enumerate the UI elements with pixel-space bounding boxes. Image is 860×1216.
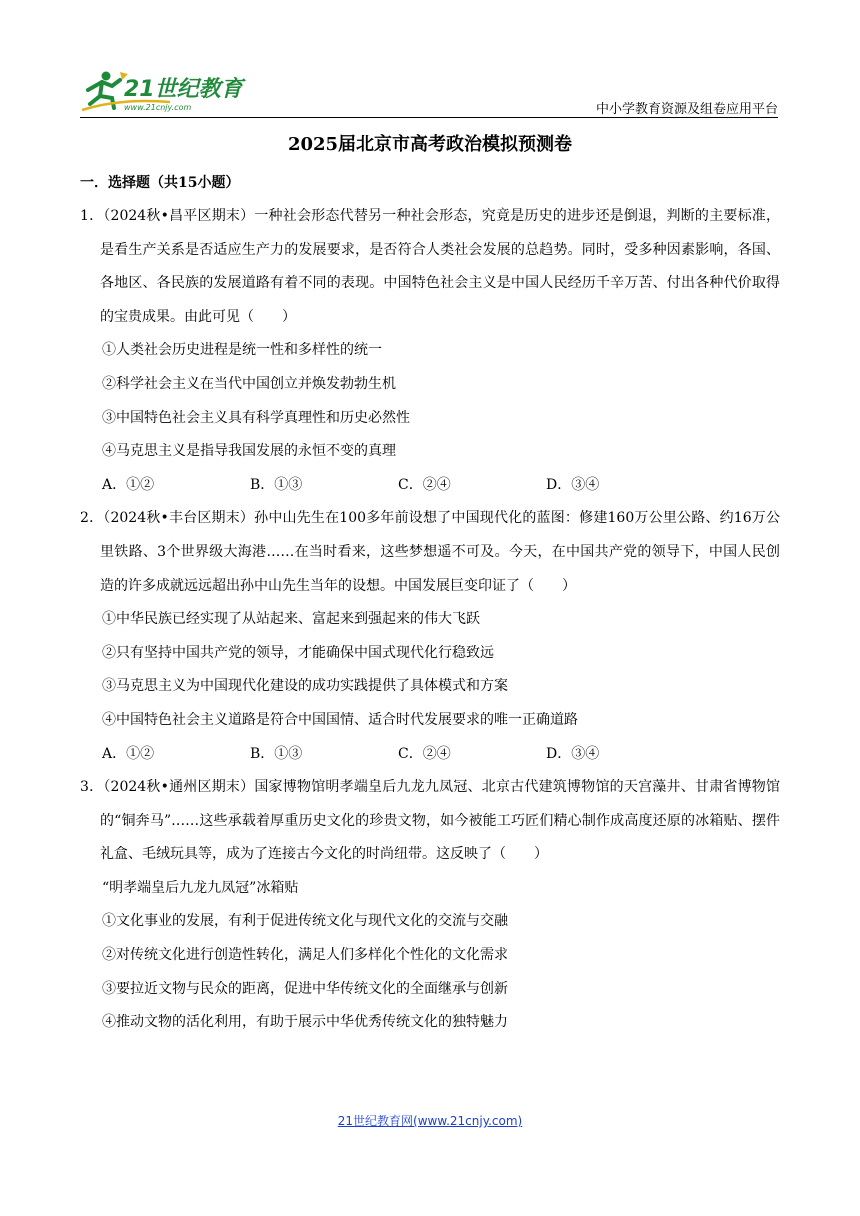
choice-d: D．③④ (546, 476, 600, 493)
choice-b: B．①③ (250, 745, 303, 762)
footer-link[interactable]: 21世纪教育网(www.21cnjy.com) (337, 1114, 523, 1128)
choice-a: A．①② (102, 745, 155, 762)
question-option: ②只有坚持中国共产党的领导，才能确保中国式现代化行稳致远 (102, 644, 494, 661)
platform-name: 中小学教育资源及组卷应用平台 (595, 102, 778, 117)
question-option: ①人类社会历史进程是统一性和多样性的统一 (102, 342, 382, 359)
question-1 (80, 200, 780, 502)
choice-b: B．①③ (250, 476, 303, 493)
section-heading: 一．选择题（共15小题） (80, 175, 240, 191)
question-option: ①中华民族已经实现了从站起来、富起来到强起来的伟大飞跃 (102, 611, 480, 628)
question-option: ①文化事业的发展，有利于促进传统文化与现代文化的交流与交融 (102, 913, 508, 930)
question-option: ④推动文物的活化利用，有助于展示中华优秀传统文化的独特魅力 (102, 1014, 508, 1031)
question-list (80, 200, 780, 1040)
header-divider (80, 117, 778, 118)
page-title: 2025届北京市高考政治模拟预测卷 (287, 134, 573, 155)
answer-choices (80, 738, 780, 772)
question-option: ④中国特色社会主义道路是符合中国国情、适合时代发展要求的唯一正确道路 (102, 711, 578, 728)
logo-21cnjy (80, 68, 250, 116)
answer-choices (80, 469, 780, 503)
image-caption: “明孝端皇后九龙九凤冠”冰箱贴 (102, 879, 299, 896)
choice-c: C．②④ (398, 476, 451, 493)
question-stem: 2．（2024秋•丰台区期末）孙中山先生在100多年前设想了中国现代化的蓝图：修建160万公里公路、约16万公里铁路、3个世界级大海港……在当时看来，这些梦想遥不可及。今天，在中国共产党的领导下，中国人民创造的许多成就远远超出孙中山先生当年的设想。中国发展巨变印证了（ ） (80, 510, 780, 594)
choice-c: C．②④ (398, 745, 451, 762)
svg-text:21世纪教育: 21世纪教育 (124, 77, 243, 102)
question-3 (80, 771, 780, 1040)
question-stem: 1．（2024秋•昌平区期末）一种社会形态代替另一种社会形态，究竟是历史的进步还是倒退，判断的主要标准，是看生产关系是否适应生产力的发展要求，是否符合人类社会发展的总趋势。同时，受多种因素影响，各国、各地区、各民族的发展道路有着不同的表现。中国特色社会主义是中国人民经历千辛万苦、付出各种代价取得的宝贵成果。由此可见（ ） (80, 208, 780, 325)
choice-d: D．③④ (546, 745, 600, 762)
question-option: ③马克思主义为中国现代化建设的成功实践提供了具体模式和方案 (102, 678, 508, 695)
page-header (80, 68, 778, 116)
svg-text:www.21cnjy.com: www.21cnjy.com (124, 103, 192, 112)
question-stem: 3．（2024秋•通州区期末）国家博物馆明孝端皇后九龙九凤冠、北京古代建筑博物馆的天宫藻井、甘肃省博物馆的“铜奔马”……这些承载着厚重历史文化的珍贵文物，如今被能工巧匠们精心制作成高度还原的冰箱贴、摆件礼盒、毛绒玩具等，成为了连接古今文化的时尚纽带。这反映了（ ） (80, 779, 780, 863)
question-2 (80, 502, 780, 771)
choice-a: A．①② (102, 476, 155, 493)
question-option: ②科学社会主义在当代中国创立并焕发勃勃生机 (102, 375, 396, 392)
question-option: ④马克思主义是指导我国发展的永恒不变的真理 (102, 443, 396, 460)
question-option: ③要拉近文物与民众的距离，促进中华传统文化的全面继承与创新 (102, 980, 508, 997)
question-option: ②对传统文化进行创造性转化，满足人们多样化个性化的文化需求 (102, 947, 508, 964)
question-option: ③中国特色社会主义具有科学真理性和历史必然性 (102, 409, 410, 426)
